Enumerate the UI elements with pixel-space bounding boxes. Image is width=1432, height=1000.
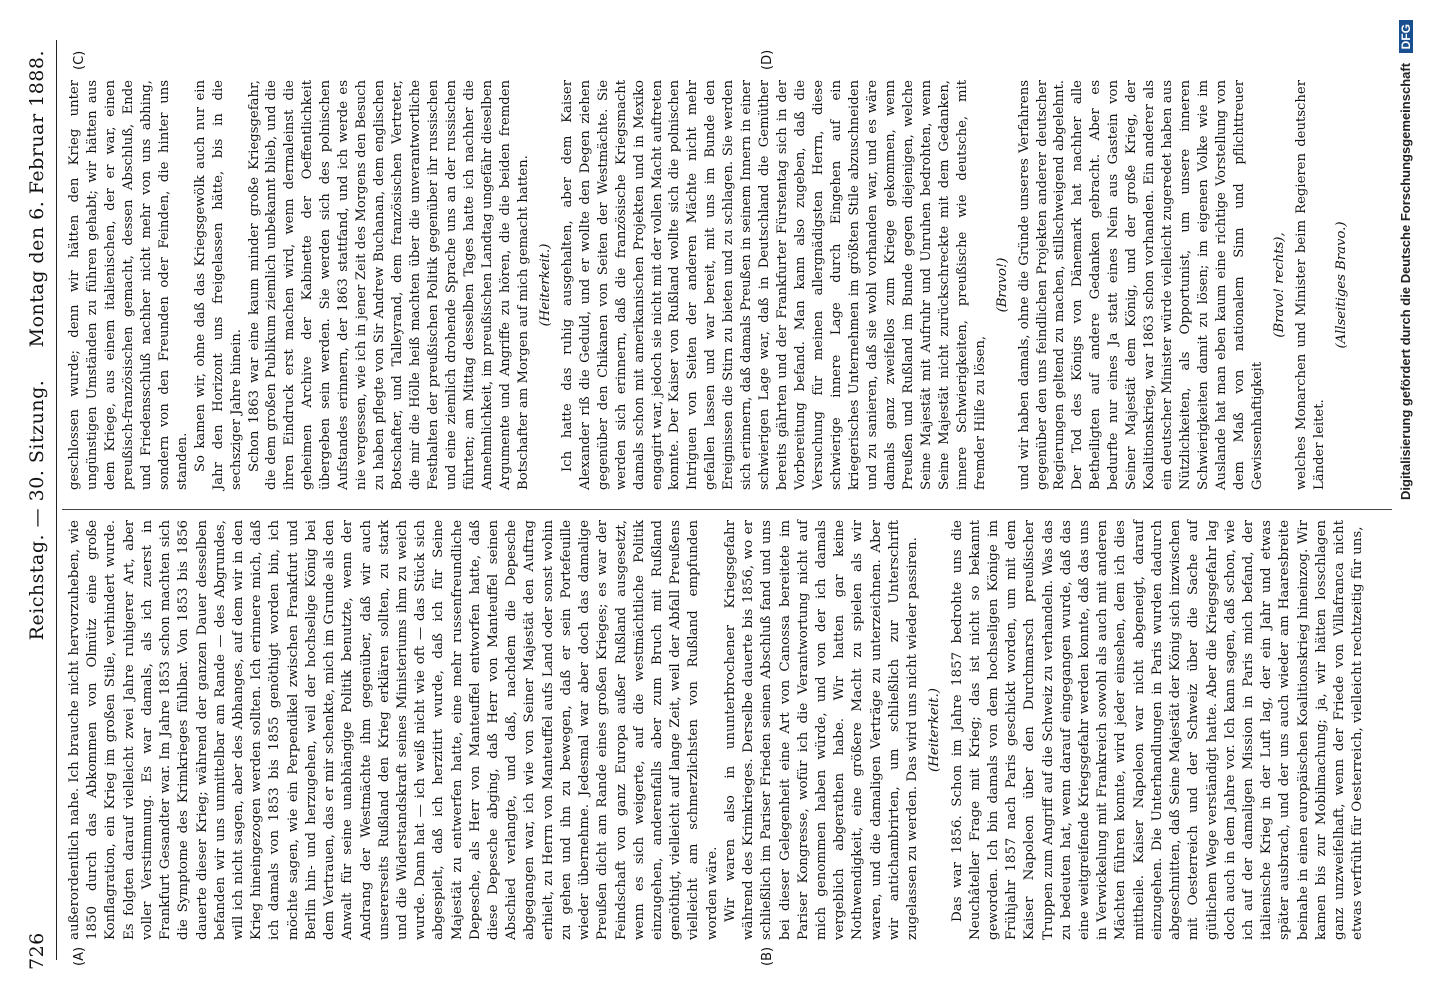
column-divider <box>62 509 1392 510</box>
session-date: Montag den 6. Februar 1888. <box>26 50 48 348</box>
margin-mark-b: (B) <box>760 946 775 966</box>
margin-mark-d: (D) <box>760 49 775 70</box>
paragraph: und wir haben damals, ohne die Gründe unseres Verfahrens gegenüber den uns feindlichen Projekten anderer deutscher Regierungen geltend zu machen, stillschweigend abgelehnt. Der Tod des Königs von Dänemark hat nachher alle Betheiligten auf andere Gedanken gebracht. Aber es bedurfte nur eines Ja statt eines Nein aus Gastein von Seiner Majestät dem König, und der große Krieg, der Koalitionskrieg, war 1863 schon vorhanden. Ein anderer als ein deutscher Minister würde vielleicht zugeredet haben aus Nützlichkeiten, als Opportunist, um unsere inneren Schwierigkeiten damit zu lösen; im eigenen Volke wie im Auslande hat man eben kaum eine richtige Vorstellung von dem Maß von nationalem Sinn und pflichttreuer Gewissenhaftigkeit <box>1016 80 1265 490</box>
digitization-note: Digitalisierung gefördert durch die Deutsche Forschungsgemeinschaft <box>1398 62 1413 500</box>
interjection: (Bravo!) <box>994 257 1010 313</box>
running-head <box>20 50 54 970</box>
interjection: (Heiterkeit.) <box>927 688 943 772</box>
interjection: (Allseitiges Bravo.) <box>1333 221 1349 349</box>
interjection: (Bravo! rechts), <box>1271 232 1287 338</box>
paragraph: So kamen wir, ohne daß das Kriegsgewölk auch nur ein Jahr den Horizont uns freigelassen hätte, bis in die sechsziger Jahre hinein. <box>192 80 244 490</box>
paragraph: welches Monarchen und Minister beim Regieren deutscher Länder leitet. <box>1293 80 1327 490</box>
left-column <box>66 520 1368 940</box>
paragraph: außerordentlich nahe. Ich brauche nicht hervorzuheben, wie 1850 durch das Abkommen von Olmütz eine große Konflagration, ein Krieg im großen Stile, verhindert wurde. Es folgten darauf vielleicht zwei Jahre ruhigerer Art, aber voller Verstimmung. Es war damals, als ich zuerst in Frankfurt Gesandter war. Im Jahre 1853 schon machten sich die Symptome des Krimkrieges fühlbar. Von 1853 bis 1856 dauerte dieser Krieg; während der ganzen Dauer desselben befanden wir uns unmittelbar am Rande — des Abgrundes, will ich nicht sagen, aber des Abhanges, auf dem wir in den Krieg hineingezogen werden sollten. Ich erinnere mich, daß ich damals von 1853 bis 1855 genöthigt worden bin, ich möchte sagen, wie ein Perpendikel zwischen Frankfurt und Berlin hin- und herzugehen, weil der hochselige König bei dem Vertrauen, das er mir schenkte, mich im Grunde als den Anwalt für seine unabhängige Politik benutzte, wenn der Andrang der Westmächte ihm gegenüber, daß wir auch unsererseits Rußland den Krieg erklären sollten, zu stark und die Widerstandskraft seines Ministeriums ihm zu weich wurde. Dann hat — ich weiß nicht wie oft — das Stück sich abgespielt, daß ich herzitirt wurde, daß ich für Seine Majestät zu entwerfen hatte, eine mehr russenfreundliche Depesche, als Herr von Manteuffel entworfen hatte, daß diese Depesche abging, daß Herr von Manteuffel seinen Abschied verlangte, und daß, nachdem die Depesche abgegangen war, ich wie von Seiner Majestät den Auftrag erhielt, zu Herrn von Manteuffel aufs Land oder sonst wohin zu gehen und ihn zu bewegen, daß er sein Portefeuille wieder übernehme. Jedesmal war aber doch das damalige Preußen dicht am Rande eines großen Krieges; es war der Feindschaft von ganz Europa außer Rußland ausgesetzt, wenn es sich weigerte, auf die westmächtliche Politik einzugehen, anderenfalls aber zum Bruch mit Rußland genöthigt, vielleicht auf lange Zeit, weil der Abfall Preußens vielleicht am schmerzlichsten von Rußland empfunden worden wäre. <box>67 520 720 940</box>
paragraph: Wir waren also in ununterbrochener Kriegsgefahr während des Krimkrieges. Derselbe dauerte bis 1856, wo er schließlich im Pariser Frieden seinen Abschluß fand und uns bei dieser Gelegenheit eine Art von Canossa bereitete im Pariser Kongresse, wofür ich die Verantwortung nicht auf mich genommen haben würde, und von der ich damals vergeblich abgerathen habe. Wir hatten gar keine Nothwendigkeit, eine größere Macht zu spielen als wir waren, und die damaligen Verträge zu unterzeichnen. Aber wir antichambrirten, um schließlich zur Unterschrift zugelassen zu werden. Das wird uns nicht wieder passiren. <box>722 520 921 940</box>
paragraph: geschlossen wurde; denn wir hätten den Krieg unter ungünstigen Umständen zu führen gehabt; wir hätten aus dem Kriege, aus einem italienischen, der er war, einen preußisch-französischen gemacht, dessen Abschluß, Ende und Friedensschluß nachher nicht mehr von uns abhing, sondern von den Freunden oder Feinden, die hinter uns standen. <box>67 80 190 490</box>
header-rule <box>56 40 57 960</box>
interjection: (Heiterkeit.) <box>537 243 553 327</box>
margin-mark-c: (C) <box>72 50 87 70</box>
right-column <box>66 80 1355 490</box>
page-number: 726 <box>26 932 48 970</box>
paragraph: Das war 1856. Schon im Jahre 1857 bedrohte uns die Neuchâteller Frage mit Krieg; das ist nicht so bekannt geworden. Ich bin damals von dem hochseligen Könige im Frühjahr 1857 nach Paris geschickt worden, um mit dem Kaiser Napoleon über den Durchmarsch preußischer Truppen zum Angriff auf die Schweiz zu verhandeln. Was das zu bedeuten hat, wenn darauf eingegangen wurde, daß das eine weitgreifende Kriegsgefahr werden konnte, daß das uns in Verwickelung mit Frankreich sowohl als auch mit anderen Mächten führen konnte, wird jeder einsehen, dem ich dies mittheile. Kaiser Napoleon war nicht abgeneigt, darauf einzugehen. Die Unterhandlungen in Paris wurden dadurch abgeschnitten, daß Seine Majestät der König sich inzwischen mit Oesterreich und der Schweiz über die Sache auf gütlichem Wege verständigt hatte. Aber die Kriegsgefahr lag doch auch in dem Jahre vor. Ich kann sagen, daß schon, wie ich auf der damaligen Mission in Paris mich befand, der italienische Krieg in der Luft lag, der ein Jahr und etwas später ausbrach, und der uns auch wieder am Haaresbreite beinahe in einen europäischen Koalitionskrieg hineinzog. Wir kamen bis zur Mobilmachung; ja, wir hätten losschlagen ganz unzweifelhaft, wenn der Friede von Villafranca nicht etwas verfrüht für Oesterreich, vielleicht rechtzeitig für uns, <box>949 520 1366 940</box>
paragraph: Ich hatte das ruhig ausgehalten, aber dem Kaiser Alexander riß die Geduld, und er wollte den Degen ziehen gegenüber den Chikanen von Seiten der Westmächte. Sie werden sich erinnern, daß die französische Kriegsmacht damals schon mit amerikanischen Projekten und in Mexiko engagirt war, jedoch sie nicht mit der vollen Macht auftreten konnte. Der Kaiser von Rußland wollte sich die polnischen Intriguen von Seiten der anderen Mächte nicht mehr gefallen lassen und war bereit, mit uns im Bunde den Ereignissen die Stirn zu bieten und zu schlagen. Sie werden sich erinnern, daß damals Preußen in seinem Innern in einer schwierigen Lage war, daß in Deutschland die Gemüther bereits gährten und der Frankfurter Fürstentag sich in der Vorbereitung befand. Man kann also zugeben, daß die Versuchung für meinen allergnädigsten Herrn, diese schwierige innere Lage durch Eingehen auf ein kriegerisches Unternehmen im größten Stile abzuschneiden und zu sanieren, daß sie wohl vorhanden war, und es wäre damals ganz zweifellos zum Kriege gekommen, wenn Preußen und Rußland im Bunde gegen diejenigen, welche Seine Majestät mit Aufruhr und Unruhen bedrohten, wenn Seine Majestät nicht zurückschreckte mit dem Gedanken, innere Schwierigkeiten, preußische wie deutsche, mit fremder Hilfe zu lösen, <box>559 80 988 490</box>
paragraph: Schon 1863 war eine kaum minder große Kriegsgefahr, die dem großen Publikum ziemlich unbekannt blieb, und die ihren Eindruck erst machen wird, wenn dermaleinst die geheimen Archive der Kabinette der Oeffentlichkeit übergeben sein werden. Sie werden sich des polnischen Aufstandes erinnern, der 1863 stattfand, und ich werde es nie vergessen, wie ich in jener Zeit des Morgens den Besuch zu haben pflegte von Sir Andrew Buchanan, dem englischen Botschafter, und Talleyrand, dem französischen Vertreter, die mir die Hölle heiß machten über die unverantwortliche Festhalten der preußischen Politik gegenüber ihr russischen und eine ziemlich drohende Sprache uns an der russischen führten; am Mittag desselben Tages hatte ich nachher die Annehmlichkeit, im preußischen Landtag ungefähr dieselben Argumente und Angriffe zu hören, die die beiden fremden Botschafter am Morgen auf mich gemacht hatten. <box>246 80 531 490</box>
dfg-logo: DFG <box>1399 20 1413 53</box>
margin-mark-a: (A) <box>72 946 87 966</box>
digitization-footer <box>1398 20 1413 980</box>
session-title: Reichstag. — 30. Sitzung. <box>26 379 48 641</box>
